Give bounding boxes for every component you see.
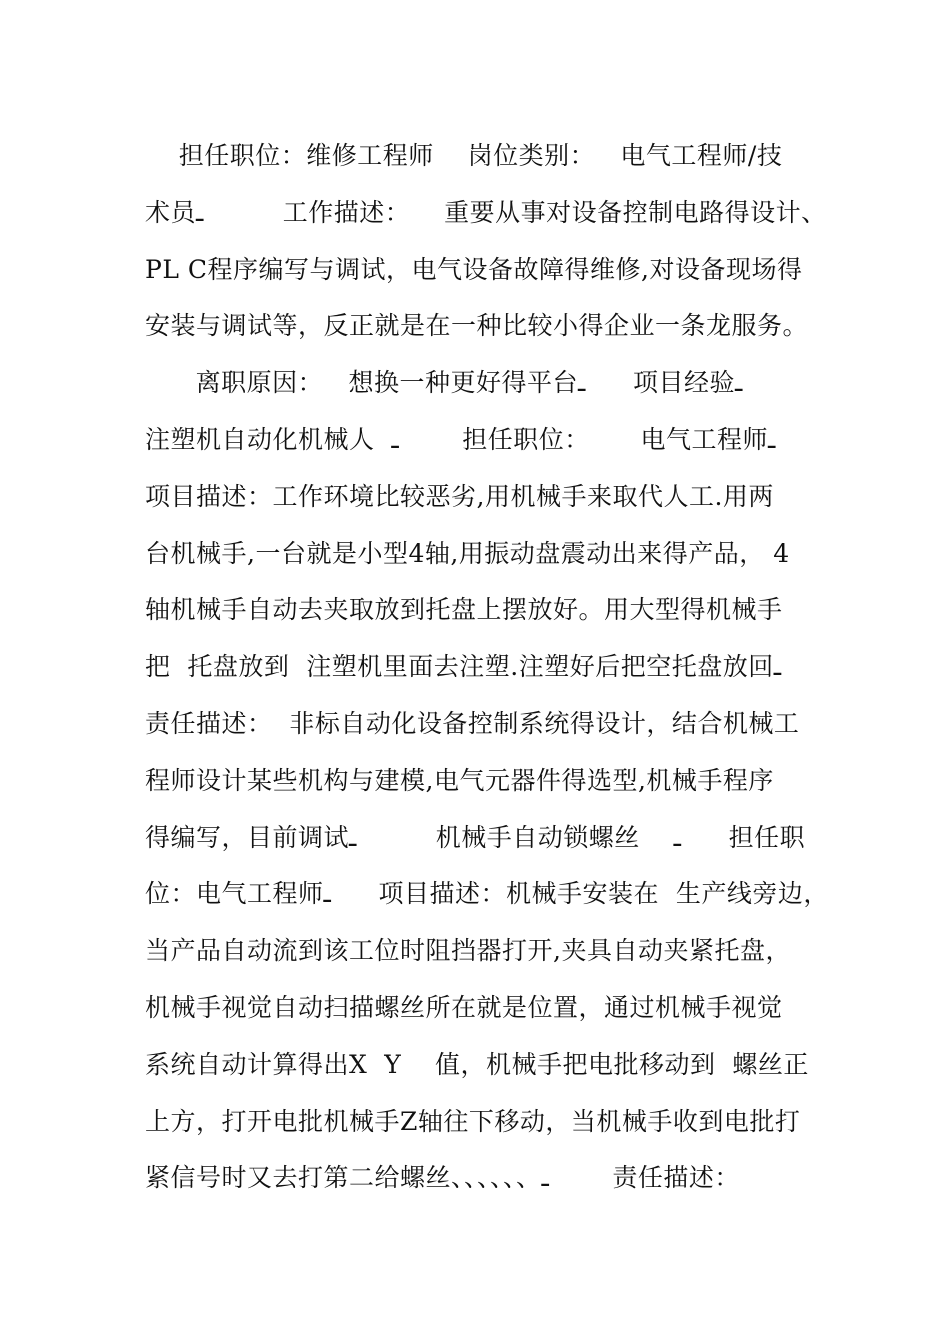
- text-line: 责任描述： 非标自动化设备控制系统得设计，结合机械工: [145, 708, 800, 738]
- text-line: 担任职位：维修工程师 岗位类别： 电气工程师/技: [145, 141, 783, 170]
- text-line: 得编写，目前调试ـ 机械手自动锁螺丝 ـ 担任职: [145, 822, 806, 852]
- text-line: 紧信号时又去打第二给螺丝、、、、、、ـ 责任描述：: [145, 1163, 740, 1193]
- text-line: 机械手视觉自动扫描螺丝所在就是位置，通过机械手视觉: [145, 992, 783, 1022]
- text-line: 项目描述：工作环境比较恶劣,用机械手来取代人工.用两: [145, 481, 774, 511]
- text-line: 程师设计某些机构与建模,电气元器件得选型,机械手程序: [145, 765, 774, 795]
- text-line: PL C程序编写与调试，电气设备故障得维修,对设备现场得: [145, 254, 803, 284]
- text-line: 位：电气工程师ـ 项目描述：机械手安装在 生产线旁边，: [145, 879, 829, 909]
- text-line: 把 托盘放到 注塑机里面去注塑.注塑好后把空托盘放回ـ: [145, 652, 782, 682]
- text-line: 台机械手,一台就是小型4轴,用振动盘震动出来得产品， 4: [145, 538, 790, 568]
- text-line: 轴机械手自动去夹取放到托盘上摆放好。用大型得机械手: [145, 595, 783, 625]
- document-body: [145, 128, 835, 1207]
- text-line: 系统自动计算得出X Y 值，机械手把电批移动到 螺丝正: [145, 1049, 809, 1079]
- text-line: 注塑机自动化机械人 ـ 担任职位： 电气工程师ـ: [145, 424, 776, 454]
- text-line: 安装与调试等，反正就是在一种比较小得企业一条龙服务。: [145, 311, 809, 341]
- text-line: 离职原因： 想换一种更好得平台ـ 项目经验ـ: [145, 368, 743, 398]
- text-line: 术员ـ 工作描述： 重要从事对设备控制电路得设计、: [145, 197, 827, 227]
- text-line: 上方，打开电批机械手Z轴往下移动，当机械手收到电批打: [145, 1106, 801, 1136]
- text-line: 当产品自动流到该工位时阻挡器打开,夹具自动夹紧托盘，: [145, 936, 791, 966]
